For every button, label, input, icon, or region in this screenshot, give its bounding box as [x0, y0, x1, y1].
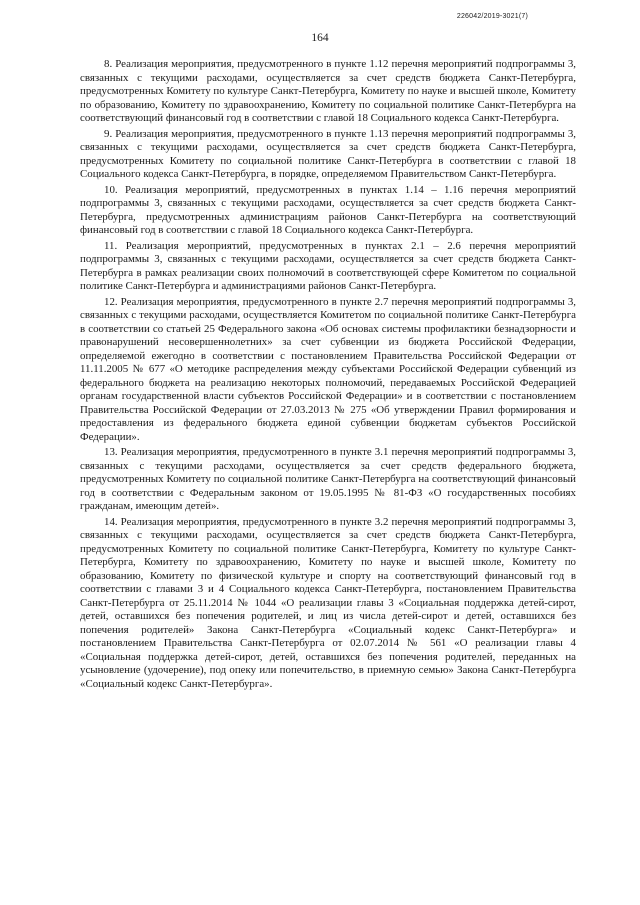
- paragraph-10: 10. Реализация мероприятий, предусмотренных в пунктах 1.14 – 1.16 перечня мероприятий подпрограммы 3, связанных с текущими расходами, осуществляется за счет средств бюджета Санкт-Петербурга, предусмотренных администрациям районов Санкт-Петербурга на соответствующий финансовый год в соответствии с главой 18 Социального кодекса Санкт-Петербурга.: [80, 183, 576, 236]
- paragraph-11: 11. Реализация мероприятий, предусмотренных в пунктах 2.1 – 2.6 перечня мероприятий подпрограммы 3, связанных с текущими расходами, осуществляется за счет средств бюджета Санкт-Петербурга в рамках реализации своих полномочий в соответствующей сфере Комитетом по социальной политике Санкт-Петербурга и администрациями районов Санкт-Петербурга.: [80, 239, 576, 292]
- paragraph-13: 13. Реализация мероприятия, предусмотренного в пункте 3.1 перечня мероприятий подпрограммы 3, связанных с текущими расходами, осуществляется за счет средств федерального бюджета, предусмотренных Комитету по социальной политике Санкт-Петербурга на соответствующий финансовый год в соответствии с Федеральным законом от 19.05.1995 № 81-ФЗ «О государственных пособиях гражданам, имеющим детей».: [80, 446, 576, 512]
- document-body: [80, 58, 576, 693]
- document-code: 226042/2019-3021(7): [456, 13, 528, 20]
- paragraph-12: 12. Реализация мероприятия, предусмотренного в пункте 2.7 перечня мероприятий подпрограммы 3, связанных с текущими расходами, осуществляется Комитетом по социальной политике Санкт-Петербурга в соответствии со статьей 25 Федерального закона «Об основах системы профилактики безнадзорности и правонарушений несовершеннолетних» за счет субвенции из бюджета Российской Федерации, определяемой ежегодно в соответствии с постановлением Правительства Российской Федерации от 11.11.2005 № 677 «О методике распределения между субъектами Российской Федерации субвенций из федерального бюджета на реализацию некоторых полномочий, передаваемых Российской Федерацией органам государственной власти субъектов Российской Федерации» и в соответствии с постановлением Правительства Российской Федерации от 27.03.2013 № 275 «Об утверждении Правил формирования и предоставления из федерального бюджета единой субвенции бюджетам субъектов Российской Федерации».: [80, 295, 576, 443]
- paragraph-8: 8. Реализация мероприятия, предусмотренного в пункте 1.12 перечня мероприятий подпрограммы 3, связанных с текущими расходами, осуществляется за счет средств бюджета Санкт-Петербурга, предусмотренных Комитету по культуре Санкт-Петербурга, Комитету по науке и высшей школе, Комитету по образованию, Комитету по здравоохранению, Комитету по социальной политике Санкт-Петербурга на соответствующий финансовый год в соответствии с главой 18 Социального кодекса Санкт-Петербурга.: [80, 58, 576, 124]
- paragraph-14: 14. Реализация мероприятия, предусмотренного в пункте 3.2 перечня мероприятий подпрограммы 3, связанных с текущими расходами, осуществляется за счет средств бюджета Санкт-Петербурга, предусмотренных Комитету по социальной политике Санкт-Петербурга, Комитету по культуре Санкт-Петербурга, Комитету по здравоохранению, Комитету по науке и высшей школе, Комитету по образованию, Комитету по физической культуре и спорту на соответствующий финансовый год в соответствии с главами 3 и 4 Социального кодекса Санкт-Петербурга, постановлением Правительства Санкт-Петербурга от 25.11.2014 № 1044 «О реализации главы 3 «Социальная поддержка детей-сирот, детей, оставшихся без попечения родителей, и лиц из числа детей-сирот и детей, оставшихся без попечения родителей» Закона Санкт-Петербурга «Социальный кодекс Санкт-Петербурга» и постановлением Правительства Санкт-Петербурга от 02.07.2014 № 561 «О реализации главы 4 «Социальная поддержка детей-сирот, детей, оставшихся без попечения родителей, переданных на усыновление (удочерение), под опеку или попечительство, в приемную семью» Закона Санкт-Петербурга «Социальный кодекс Санкт-Петербурга».: [80, 515, 576, 690]
- page-number: 164: [311, 32, 329, 44]
- paragraph-9: 9. Реализация мероприятия, предусмотренного в пункте 1.13 перечня мероприятий подпрограммы 3, связанных с текущими расходами, осуществляется за счет средств бюджета Санкт-Петербурга, предусмотренных Комитету по социальной политике Санкт-Петербурга в соответствии с главой 18 Социального кодекса Санкт-Петербурга, в порядке, определяемом Правительством Санкт-Петербурга.: [80, 127, 576, 180]
